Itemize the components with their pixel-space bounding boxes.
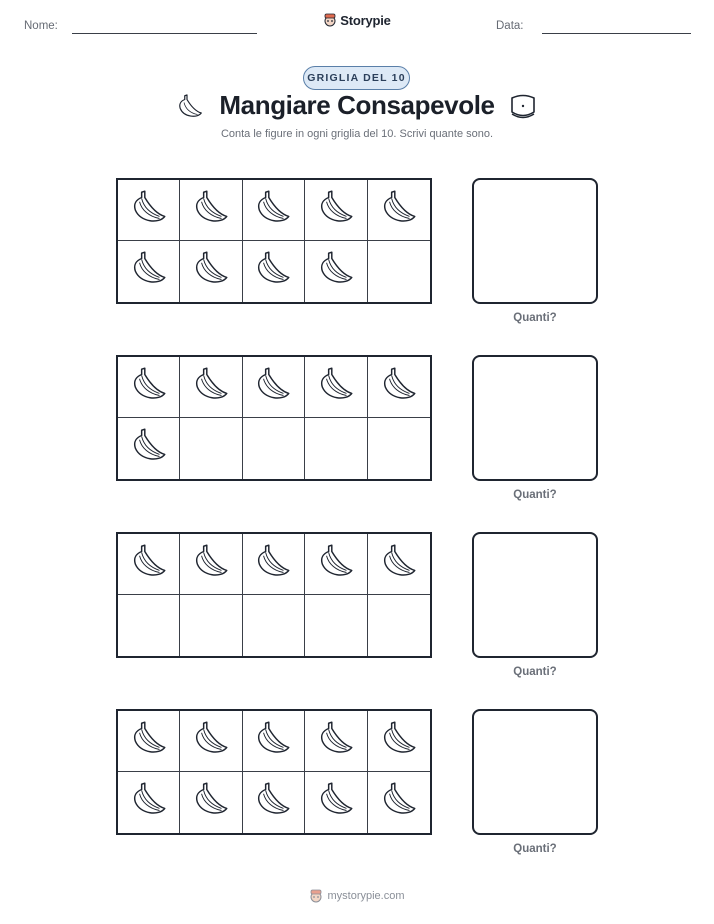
banana-icon [190,718,232,765]
ten-frame-cell [243,357,305,418]
answer-box-3[interactable] [472,532,598,658]
ten-frame-cell [243,595,305,656]
banana-icon [128,718,170,765]
banana-icon [190,187,232,234]
banana-icon [315,718,357,765]
ten-frame-cell [368,241,430,302]
ten-frame-cell [305,180,367,241]
ten-frame-cell [368,534,430,595]
ten-frame-cell [118,418,180,479]
ten-frame-2 [116,355,432,481]
ten-frame-cell [118,180,180,241]
banana-icon [128,779,170,826]
ten-frame-4 [116,709,432,835]
ten-frame-cell [305,772,367,833]
instructions: Conta le figure in ogni griglia del 10. Scrivi quante sono. [220,128,494,140]
ten-frame-cell [118,595,180,656]
answer-box-4[interactable] [472,709,598,835]
ten-frame-cell [180,357,242,418]
banana-icon [128,425,170,472]
ten-frame-cell [180,180,242,241]
banana-icon [190,364,232,411]
ten-frame-cell [243,180,305,241]
ten-frame-cell [180,711,242,772]
ten-frame-cell [243,418,305,479]
ten-frame-cell [368,418,430,479]
ten-frame-cell [305,418,367,479]
banana-icon [128,541,170,588]
banana-icon [315,364,357,411]
ten-frame-1 [116,178,432,304]
banana-icon [252,187,294,234]
ten-frame-cell [180,418,242,479]
ten-frame-cell [118,357,180,418]
ten-frame-cell [118,534,180,595]
banana-icon [252,541,294,588]
ten-frame-cell [368,711,430,772]
banana-icon [190,248,232,295]
ten-frame-cell [305,595,367,656]
banana-icon [378,541,420,588]
banana-icon [378,718,420,765]
storypie-mascot-icon [323,12,337,28]
banana-icon [252,779,294,826]
ten-frame-cell [118,711,180,772]
banana-icon [252,248,294,295]
ten-frame-cell [305,534,367,595]
ten-frame-cell [180,534,242,595]
answer-box-1[interactable] [472,178,598,304]
ten-frame-cell [180,241,242,302]
banana-icon [378,364,420,411]
banana-icon [128,187,170,234]
ten-frame-cell [118,241,180,302]
answer-label-3: Quanti? [513,666,557,678]
ten-frame-cell [118,772,180,833]
banana-icon [190,541,232,588]
date-line [542,33,691,34]
ten-frame-cell [243,534,305,595]
ten-frame-cell [368,357,430,418]
banana-icon [315,248,357,295]
banana-icon [315,541,357,588]
banana-icon [378,187,420,234]
ten-frame-cell [305,711,367,772]
banana-icon [190,779,232,826]
banana-icon [128,248,170,295]
ten-frame-cell [368,180,430,241]
answer-label-2: Quanti? [513,489,557,501]
answer-box-2[interactable] [472,355,598,481]
ten-frame-cell [305,241,367,302]
storypie-mascot-icon [309,888,323,904]
banana-icon [252,718,294,765]
answer-label-4: Quanti? [513,843,557,855]
banana-icon [378,779,420,826]
name-label: Nome: [24,20,58,32]
brand-logo [0,12,714,28]
ten-frame-cell [243,772,305,833]
answer-label-1: Quanti? [513,312,557,324]
ten-frame-cell [180,772,242,833]
footer-site: mystorypie.com [327,890,405,902]
ten-frame-cell [243,241,305,302]
ten-frame-cell [368,595,430,656]
date-label: Data: [496,20,524,32]
banana-icon [315,779,357,826]
ten-frame-cell [368,772,430,833]
ten-frame-cell [243,711,305,772]
ten-frame-3 [116,532,432,658]
banana-icon [315,187,357,234]
worksheet-badge: GRIGLIA DEL 10 [303,66,410,90]
banana-icon [128,364,170,411]
banana-icon [252,364,294,411]
footer [0,888,714,904]
ten-frame-cell [305,357,367,418]
page-title: Mangiare Consapevole [219,90,495,120]
plate-icon [508,92,538,122]
brand-name: Storypie [340,12,391,28]
name-line [72,33,257,34]
ten-frame-cell [180,595,242,656]
